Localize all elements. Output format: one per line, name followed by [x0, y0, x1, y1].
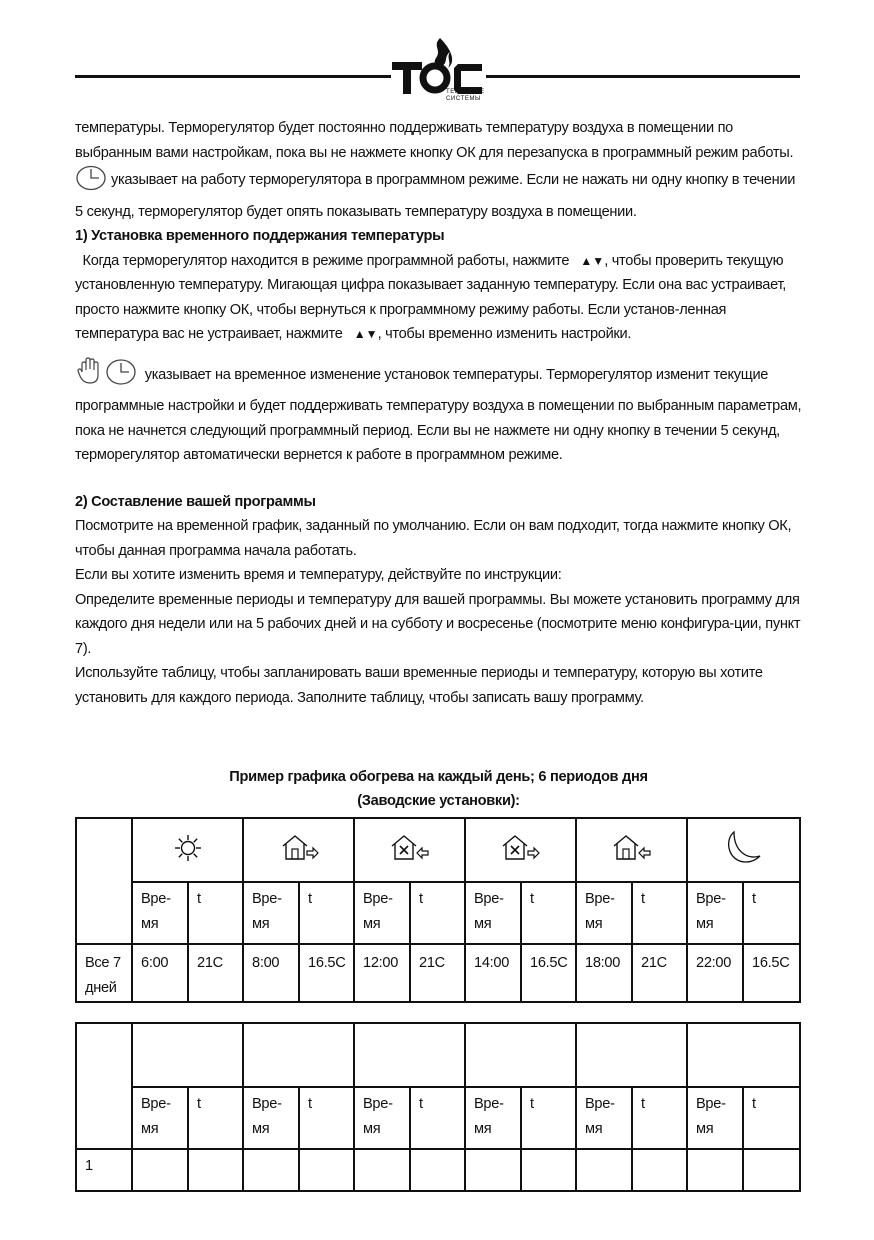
temp-label: t	[743, 882, 800, 944]
paragraph-5: Посмотрите на временной график, заданный по умолчанию. Если он вам подходит, тогда нажмите кнопку ОК, чтобы данная программа начала работать.	[75, 518, 792, 559]
period-1-temp: 21C	[188, 944, 243, 1002]
heading-program: 2) Составление вашей программы	[75, 493, 316, 510]
row-label-1: 1	[76, 1149, 132, 1191]
period-3-time: 12:00	[354, 944, 410, 1002]
time-label: Вре- мя	[465, 882, 521, 944]
time-label: Вре- мя	[687, 1087, 743, 1149]
period-4-header-empty	[465, 1023, 576, 1087]
temp-label: t	[521, 882, 576, 944]
corner-cell	[76, 818, 132, 944]
sun-icon	[173, 833, 203, 863]
period-6-time: 22:00	[687, 944, 743, 1002]
paragraph-4	[75, 356, 802, 468]
period-2-header-empty	[243, 1023, 354, 1087]
empty-cell	[576, 1149, 632, 1191]
empty-cell	[632, 1149, 687, 1191]
time-label: Вре- мя	[132, 882, 188, 944]
temp-label: t	[521, 1087, 576, 1149]
time-label: Вре- мя	[465, 1087, 521, 1149]
period-6-temp: 16.5C	[743, 944, 800, 1002]
house-arrow-in-icon	[610, 834, 654, 862]
temp-label: t	[410, 1087, 465, 1149]
period-2-temp: 16.5C	[299, 944, 354, 1002]
time-label: Вре- мя	[576, 1087, 632, 1149]
empty-cell	[687, 1149, 743, 1191]
company-logo	[392, 38, 484, 106]
temp-label: t	[299, 882, 354, 944]
period-2-header	[243, 818, 354, 882]
paragraph-2	[75, 165, 802, 224]
time-label: Вре- мя	[243, 882, 299, 944]
header-rule-left	[75, 75, 391, 78]
corner-cell	[76, 1023, 132, 1149]
paragraph-1: температуры. Терморегулятор будет постоянно поддерживать температуру воздуха в помещении по выбранным вами настройкам, пока вы не нажмете кнопку ОК для перезапуска в программный режим работы.	[75, 120, 794, 161]
empty-cell	[299, 1149, 354, 1191]
temp-label: t	[410, 882, 465, 944]
period-4-header	[465, 818, 576, 882]
clock-icon-2	[105, 358, 137, 395]
period-3-temp: 21C	[410, 944, 465, 1002]
paragraph-6: Если вы хотите изменить время и температуру, действуйте по инструкции:	[75, 567, 562, 583]
time-label: Вре- мя	[132, 1087, 188, 1149]
paragraph-8: Используйте таблицу, чтобы запланировать ваши временные периоды и температуру, которую вы хотите установить для каждого периода. Заполните таблицу, чтобы записать вашу программу.	[75, 665, 763, 706]
temp-label: t	[188, 1087, 243, 1149]
moon-icon	[722, 828, 766, 868]
period-1-header-empty	[132, 1023, 243, 1087]
time-label: Вре- мя	[354, 882, 410, 944]
period-4-time: 14:00	[465, 944, 521, 1002]
empty-cell	[132, 1149, 188, 1191]
empty-cell	[243, 1149, 299, 1191]
time-label: Вре- мя	[576, 882, 632, 944]
heading-temporary-hold: 1) Установка временного поддержания температуры	[75, 228, 445, 244]
house-x-arrow-out-icon	[499, 834, 543, 862]
paragraph-3	[75, 249, 802, 347]
empty-cell	[410, 1149, 465, 1191]
paragraph-3-c: , чтобы временно изменить настройки.	[377, 326, 632, 342]
empty-cell	[743, 1149, 800, 1191]
table-caption	[75, 765, 802, 813]
period-1-time: 6:00	[132, 944, 188, 1002]
paragraph-3-b: , чтобы проверить текущую установленную температуру. Мигающая цифра показывает заданную температуру. Если она вас устраивает, просто нажмите кнопку ОК, чтобы вернуться к программному режиму работы. Если установ-ленная температура вас не устраивает, нажмите	[75, 252, 786, 342]
period-5-time: 18:00	[576, 944, 632, 1002]
empty-cell	[521, 1149, 576, 1191]
period-6-header-empty	[687, 1023, 800, 1087]
temp-label: t	[299, 1087, 354, 1149]
period-5-header-empty	[576, 1023, 687, 1087]
caption-line-2: (Заводские установки):	[357, 793, 520, 809]
default-schedule-table	[75, 817, 801, 1003]
temp-label: t	[743, 1087, 800, 1149]
period-4-temp: 16.5C	[521, 944, 576, 1002]
period-1-header	[132, 818, 243, 882]
up-down-arrows-icon: ▲▼	[580, 253, 605, 268]
row-label-all-days: Все 7 дней	[76, 944, 132, 1002]
time-label: Вре- мя	[354, 1087, 410, 1149]
period-3-header	[354, 818, 465, 882]
caption-line-1: Пример графика обогрева на каждый день; 6 периодов дня	[229, 769, 648, 785]
user-schedule-table	[75, 1022, 801, 1192]
hand-icon	[75, 356, 105, 395]
paragraph-7: Определите временные периоды и температуру для вашей программы. Вы можете установить программу для каждого дня недели или на 5 рабочих дней и на субботу и восресенье (посмотрите меню конфигура-ции, пункт 7).	[75, 591, 801, 657]
temp-label: t	[632, 1087, 687, 1149]
house-arrow-out-icon	[277, 834, 321, 862]
empty-cell	[465, 1149, 521, 1191]
period-3-header-empty	[354, 1023, 465, 1087]
logo-subtitle-line1: ТЕПЛОВЫЕ	[446, 89, 485, 95]
paragraph-4-text: указывает на временное изменение установок температуры. Терморегулятор изменит текущие программные настройки и будет поддерживать температуру воздуха в помещении по выбранным параметрам, пока не начнется следующий программный период. Если вы не нажмете ни одну кнопку в течении 5 секунд, терморегулятор автоматически вернется к работе в программном режиме.	[75, 366, 802, 463]
time-label: Вре- мя	[687, 882, 743, 944]
paragraph-3-a: Когда терморегулятор находится в режиме программной работы, нажмите	[82, 252, 570, 269]
header-rule-right	[486, 75, 800, 78]
period-5-temp: 21C	[632, 944, 687, 1002]
time-label: Вре- мя	[243, 1087, 299, 1149]
up-down-arrows-icon-2: ▲▼	[353, 327, 378, 341]
paragraph-2-text: указывает на работу терморегулятора в программном режиме. Если не нажать ни одну кнопку в течении 5 секунд, терморегулятор будет опять показывать температуру воздуха в помещении.	[75, 172, 796, 220]
period-5-header	[576, 818, 687, 882]
house-x-arrow-in-icon	[388, 834, 432, 862]
empty-cell	[188, 1149, 243, 1191]
body-text	[75, 116, 802, 710]
logo-subtitle-line2: СИСТЕМЫ	[446, 96, 481, 102]
temp-label: t	[188, 882, 243, 944]
period-6-header	[687, 818, 800, 882]
period-2-time: 8:00	[243, 944, 299, 1002]
empty-cell	[354, 1149, 410, 1191]
temp-label: t	[632, 882, 687, 944]
clock-icon	[75, 165, 107, 200]
logo-subtitle	[446, 89, 485, 103]
